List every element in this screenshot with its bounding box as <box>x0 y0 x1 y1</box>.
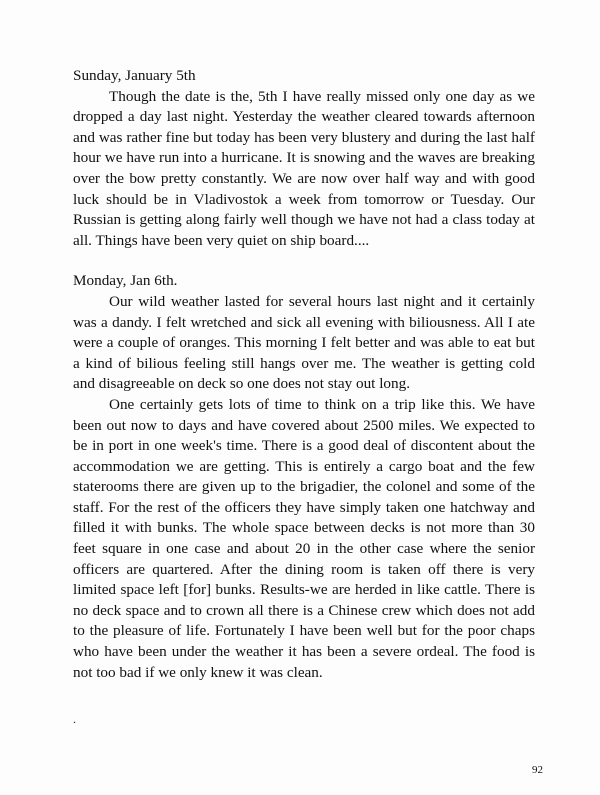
entry-paragraph: Though the date is the, 5th I have really missed only one day as we dropped a day last night. Yesterday the weather cleared towards afternoon and was rather fine but today has been very blustery and during the last half hour we have run into a hurricane. It is snowing and the waves are breaking over the bow pretty constantly. We are now over half way and with good luck should be in Vladivostok a week from tomorrow or Tuesday. Our Russian is getting along fairly well though we have not had a class today at all. Things have been very quiet on ship board.... <box>73 87 535 249</box>
journal-entry-sunday <box>73 66 535 251</box>
entry-paragraph: Our wild weather lasted for several hours last night and it certainly was a dandy. I felt wretched and sick all evening with biliousness. All I ate were a couple of oranges. This morning I felt better and was able to eat but a kind of bilious feeling still hangs over me. The weather is getting cold and disagreeable on deck so one does not stay out long. <box>73 292 535 393</box>
journal-text <box>73 66 535 683</box>
entry-heading: Sunday, January 5th <box>73 67 196 84</box>
page-number: 92 <box>532 764 543 776</box>
entry-paragraph: One certainly gets lots of time to think on a trip like this. We have been out now to days and have covered about 2500 miles. We expected to be in port in one week's time. There is a good deal of discontent about the accommodation we are getting. This is entirely a cargo boat and the few staterooms there are given up to the brigadier, the colonel and some of the staff. For the rest of the officers they have simply taken one hatchway and filled it with bunks. The whole space between decks is not more than 30 feet square in one case and about 20 in the other case where the senior officers are quartered. After the dining room is taken off there is very limited space left [for] bunks. Results-we are herded in like cattle. There is no deck space and to crown all there is a Chinese crew which does not add to the pleasure of life. Fortunately I have been well but for the poor chaps who have been under the weather it has been a severe ordeal. The food is not too bad if we only knew it was clean. <box>73 395 535 681</box>
entry-heading: Monday, Jan 6th. <box>73 272 178 290</box>
journal-entry-monday <box>73 271 535 683</box>
entry-spacer <box>73 251 535 271</box>
stray-mark: . <box>73 712 76 726</box>
